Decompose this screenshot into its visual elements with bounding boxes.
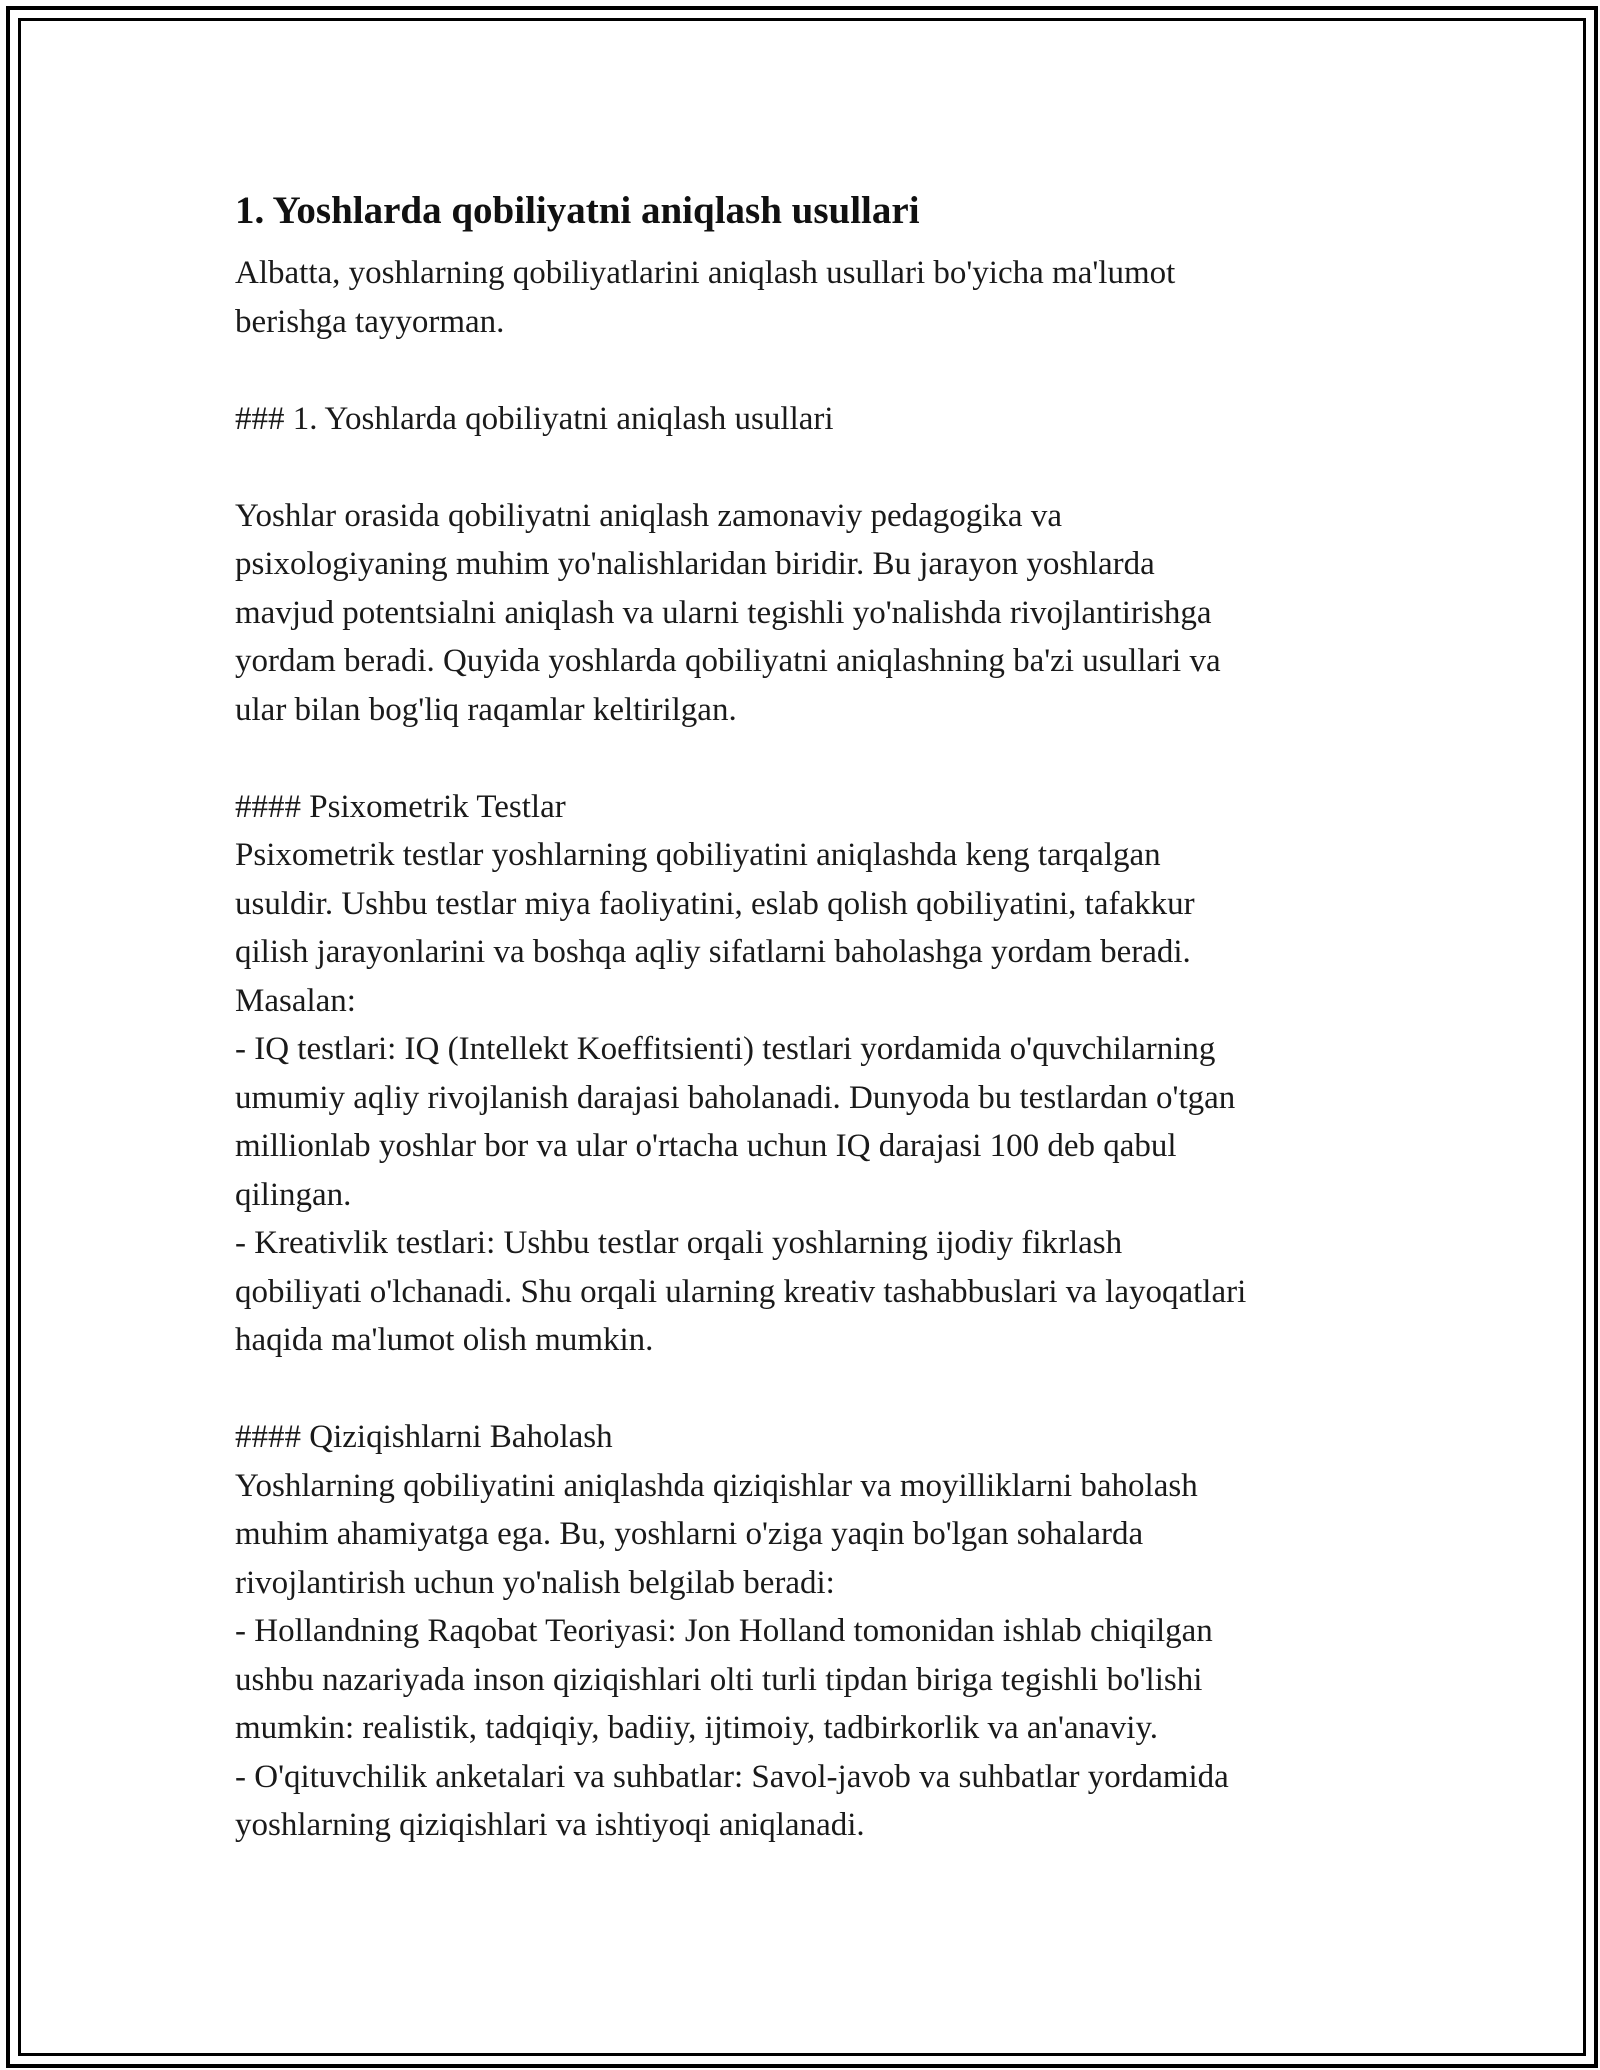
text-line: qobiliyati o'lchanadi. Shu orqali ularning kreativ tashabbuslari va layoqatlari <box>235 1273 1247 1310</box>
subheading: ### 1. Yoshlarda qobiliyatni aniqlash usullari <box>235 400 834 437</box>
text-line: qilingan. <box>235 1176 352 1213</box>
text-line: Yoshlarning qobiliyatini aniqlashda qiziqishlar va moyilliklarni baholash <box>235 1467 1198 1504</box>
text-line: yordam beradi. Quyida yoshlarda qobiliyatni aniqlashning ba'zi usullari va <box>235 643 1221 679</box>
section-heading: #### Psixometrik Testlar <box>235 788 566 825</box>
text-line: Albatta, yoshlarning qobiliyatlarini aniqlash usullari bo'yicha ma'lumot <box>235 255 1176 291</box>
blank-line <box>235 346 1365 395</box>
text-line: muhim ahamiyatga ega. Bu, yoshlarni o'ziga yaqin bo'lgan sohalarda <box>235 1516 1144 1552</box>
text-line: millionlab yoshlar bor va ular o'rtacha uchun IQ darajasi 100 deb qabul <box>235 1128 1177 1164</box>
text-line: yoshlarning qiziqishlari va ishtiyoqi aniqlanadi. <box>235 1807 865 1843</box>
intro-paragraph <box>235 249 1365 346</box>
text-line: - Hollandning Raqobat Teoriyasi: Jon Holland tomonidan ishlab chiqilgan <box>235 1613 1213 1649</box>
text-line: mavjud potentsialni aniqlash va ularni tegishli yo'nalishda rivojlantirishga <box>235 594 1212 631</box>
text-line: Masalan: <box>235 982 356 1019</box>
text-line: haqida ma'lumot olish mumkin. <box>235 1322 654 1358</box>
text-line: usuldir. Ushbu testlar miya faoliyatini, eslab qolish qobiliyatini, tafakkur <box>235 885 1195 922</box>
document-title: 1. Yoshlarda qobiliyatni aniqlash usullari <box>235 189 920 232</box>
text-line: ular bilan bog'liq raqamlar keltirilgan. <box>235 691 737 728</box>
overview-paragraph <box>235 492 1365 735</box>
blank-line <box>235 1365 1365 1414</box>
text-line: - IQ testlari: IQ (Intellekt Koeffitsienti) testlari yordamida o'quvchilarning <box>235 1031 1216 1067</box>
section-qiziqish <box>235 1413 1365 1850</box>
text-line: mumkin: realistik, tadqiqiy, badiiy, ijtimoiy, tadbirkorlik va an'anaviy. <box>235 1710 1159 1746</box>
text-line: qilish jarayonlarini va boshqa aqliy sifatlarni baholashga yordam beradi. <box>235 934 1191 970</box>
section-psixometrik <box>235 783 1365 1365</box>
text-line: umumiy aqliy rivojlanish darajasi baholanadi. Dunyoda bu testlardan o'tgan <box>235 1079 1236 1116</box>
blank-line <box>235 734 1365 783</box>
text-line: psixologiyaning muhim yo'nalishlaridan biridir. Bu jarayon yoshlarda <box>235 546 1155 582</box>
document-body <box>235 185 1365 1850</box>
text-line: Psixometrik testlar yoshlarning qobiliyatini aniqlashda keng tarqalgan <box>235 837 1161 873</box>
text-line: ushbu nazariyada inson qiziqishlari olti turli tipdan biriga tegishli bo'lishi <box>235 1661 1203 1698</box>
text-line: - O'qituvchilik anketalari va suhbatlar: Savol-javob va suhbatlar yordamida <box>235 1758 1229 1795</box>
text-line: berishga tayyorman. <box>235 303 505 340</box>
text-line: - Kreativlik testlari: Ushbu testlar orqali yoshlarning ijodiy fikrlash <box>235 1225 1123 1261</box>
blank-line <box>235 443 1365 492</box>
text-line: rivojlantirish uchun yo'nalish belgilab beradi: <box>235 1564 835 1601</box>
section-heading: #### Qiziqishlarni Baholash <box>235 1419 613 1455</box>
text-line: Yoshlar orasida qobiliyatni aniqlash zamonaviy pedagogika va <box>235 497 1062 534</box>
